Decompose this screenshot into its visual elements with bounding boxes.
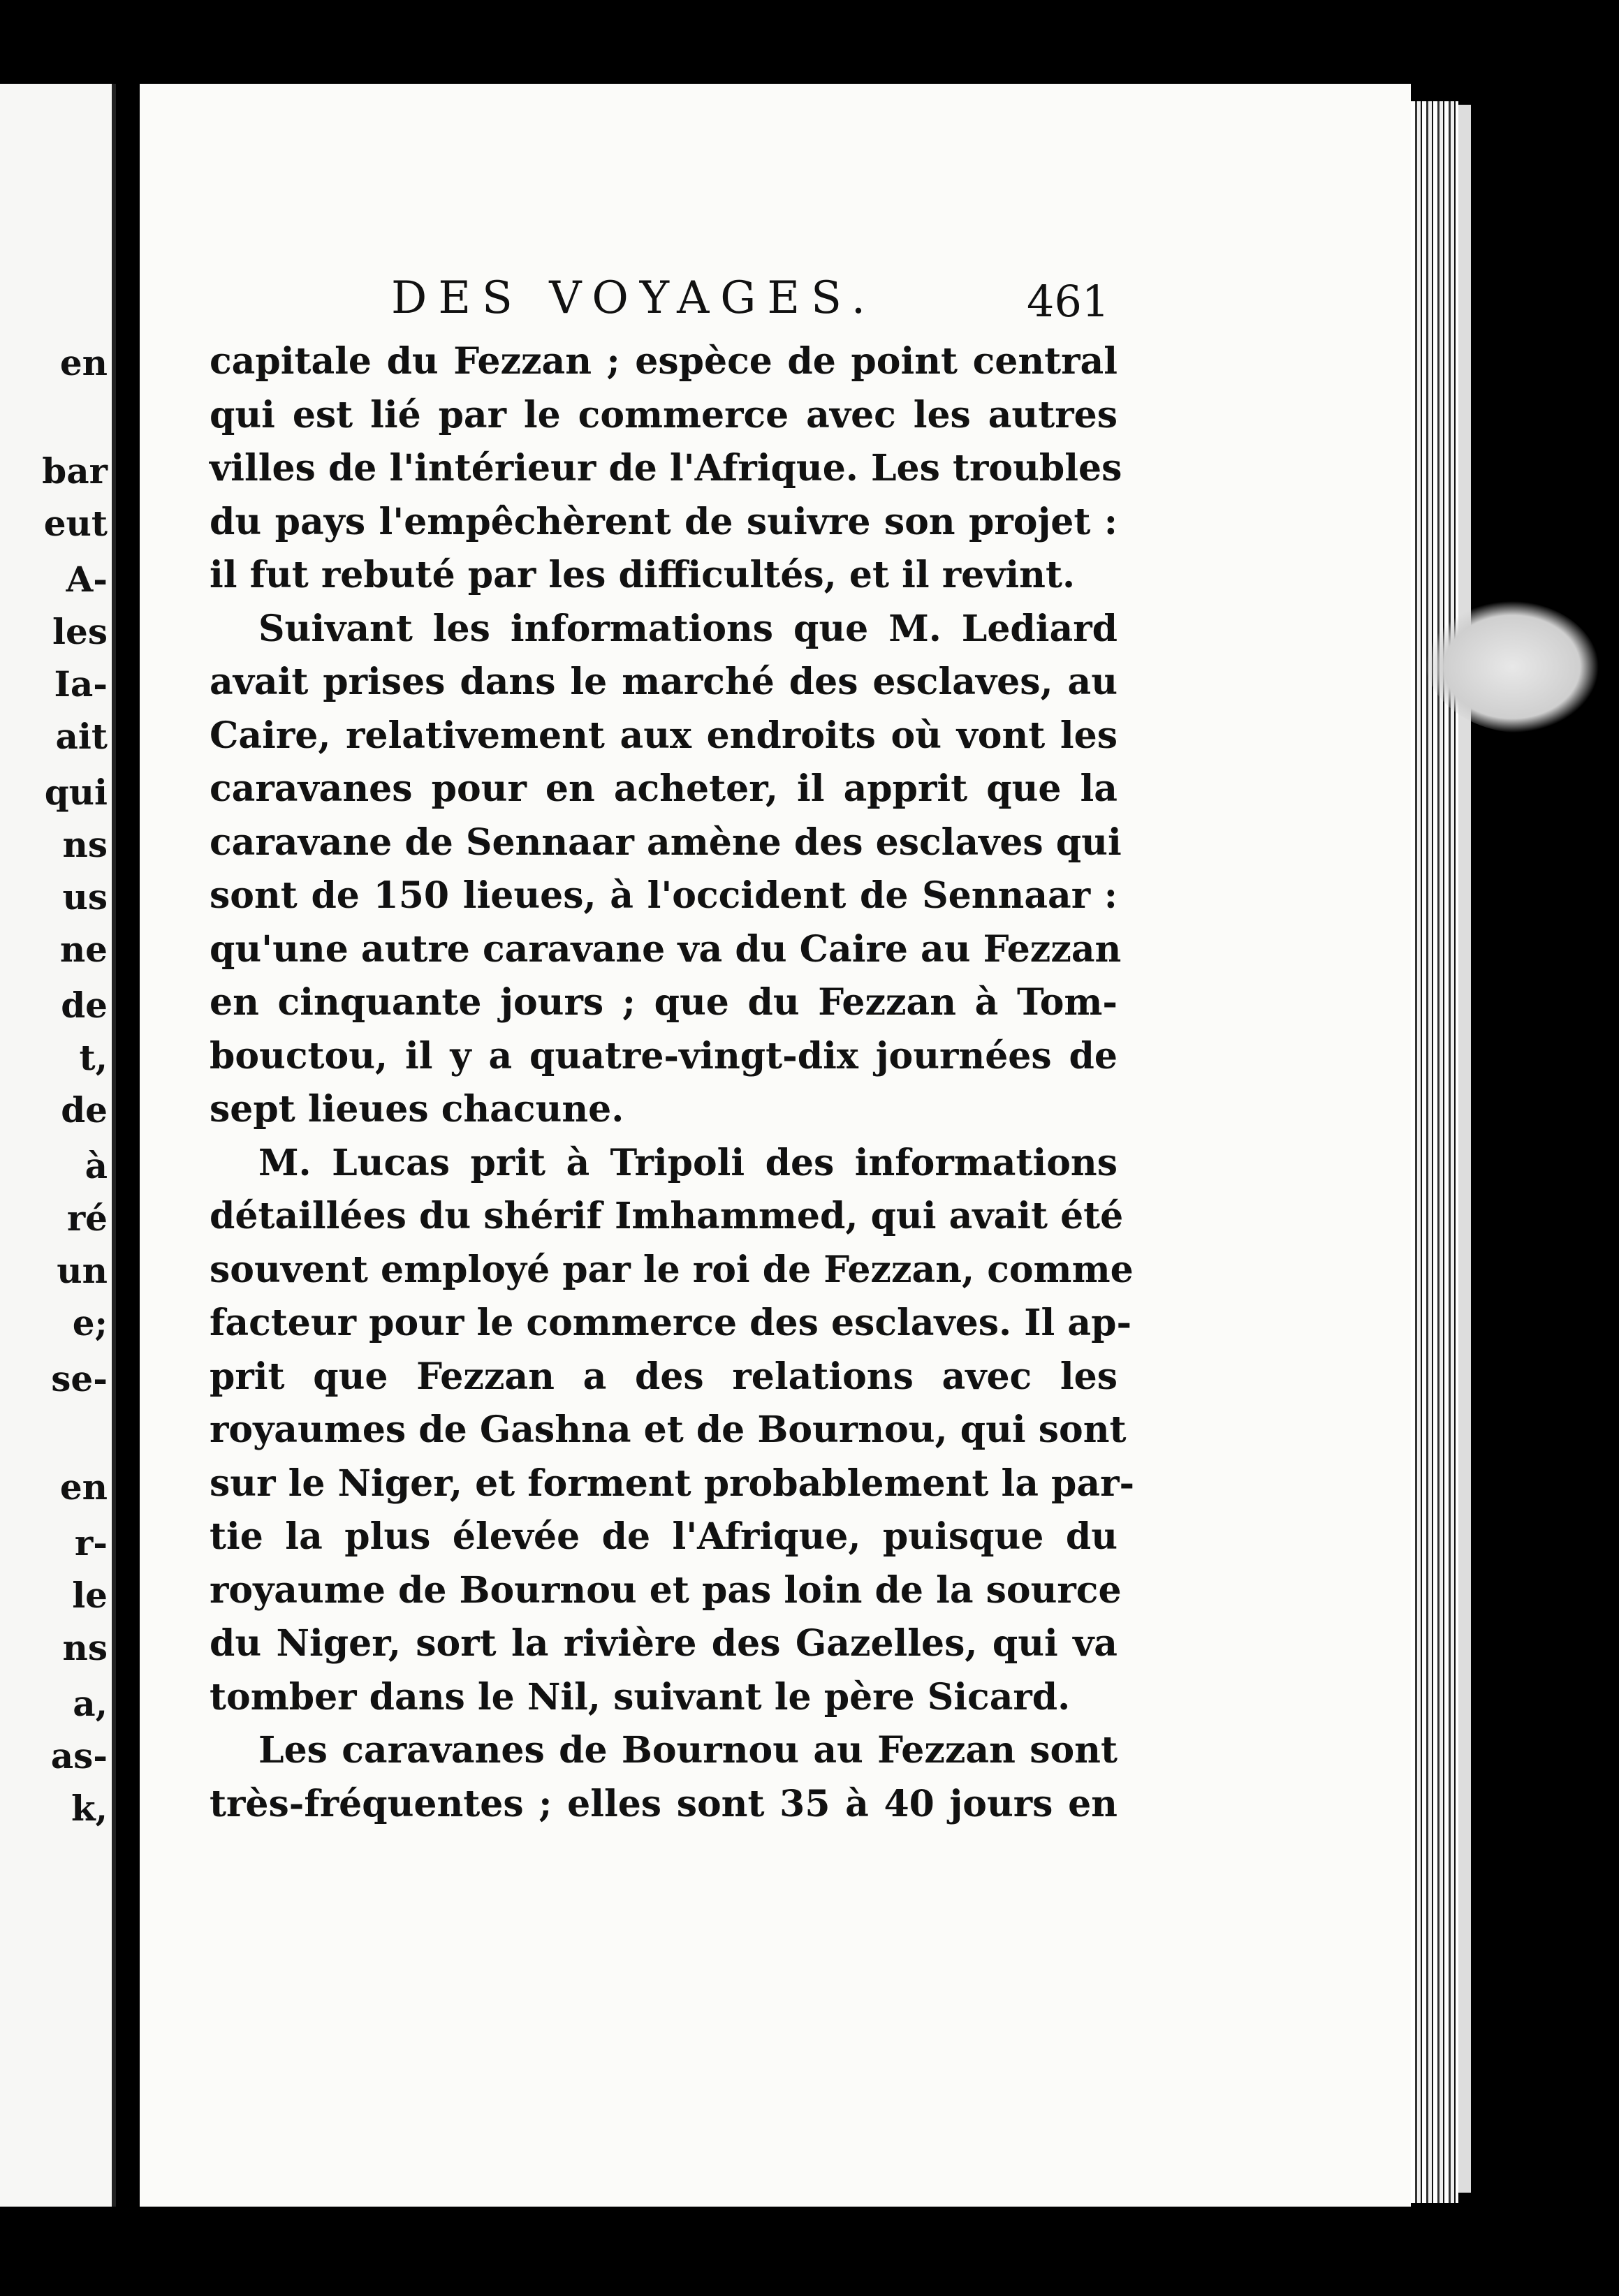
left-page-fragment: eut	[43, 503, 108, 544]
text-line: facteur pour le commerce des esclaves. Il ap-	[210, 1302, 1132, 1344]
text-line: sur le Niger, et forment probablement la par-	[210, 1462, 1135, 1505]
text-line: qui est lié par le commerce avec les autres	[210, 393, 1118, 436]
left-page-fragment: le	[72, 1575, 108, 1616]
text-line: du pays l'empêchèrent de suivre son projet :	[210, 500, 1118, 543]
text-line: qu'une autre caravane va du Caire au Fezzan	[210, 927, 1122, 971]
text-line: en cinquante jours ; que du Fezzan à Tom-	[210, 981, 1118, 1024]
text-line: souvent employé par le roi de Fezzan, comme	[210, 1248, 1134, 1291]
text-line: Caire, relativement aux endroits où vont les	[210, 714, 1118, 757]
left-page-fragment: un	[57, 1250, 108, 1291]
page-number: 461	[1027, 276, 1110, 327]
left-page-fragment: bar	[42, 450, 108, 492]
text-line: villes de l'intérieur de l'Afrique. Les troubles	[210, 447, 1122, 490]
left-page-fragment: ne	[59, 929, 108, 970]
left-page-fragment: en	[59, 342, 108, 383]
text-line: sont de 150 lieues, à l'occident de Sennaar :	[210, 874, 1118, 917]
left-page-fragment: de	[61, 1089, 108, 1131]
paragraph-start-line: Les caravanes de Bournou au Fezzan sont	[258, 1729, 1118, 1772]
left-page-fragment: de	[61, 985, 108, 1026]
left-page-fragment: ait	[55, 716, 108, 757]
text-line: du Niger, sort la rivière des Gazelles, qui va	[210, 1622, 1118, 1665]
left-page-fragment: à	[85, 1145, 108, 1186]
left-page-fragment: qui	[44, 772, 108, 813]
left-page-fragment: en	[59, 1466, 108, 1508]
text-line: bouctou, il y a quatre-vingt-dix journées de	[210, 1034, 1118, 1077]
text-line: tie la plus élevée de l'Afrique, puisque du	[210, 1515, 1118, 1558]
left-page-fragment: Ia-	[54, 663, 108, 705]
left-page-fragment: ré	[66, 1198, 108, 1239]
left-page-fragment: e;	[72, 1302, 108, 1344]
left-page-fragment: a,	[73, 1683, 108, 1724]
text-line: il fut rebuté par les difficultés, et il revint.	[210, 554, 1076, 596]
text-line: royaumes de Gashna et de Bournou, qui sont	[210, 1408, 1127, 1451]
text-line: prit que Fezzan a des relations avec les	[210, 1355, 1118, 1398]
text-line: détaillées du shérif Imhammed, qui avait été	[210, 1195, 1124, 1237]
text-line: très-fréquentes ; elles sont 35 à 40 jours en	[210, 1782, 1118, 1825]
body-text	[210, 335, 1135, 1831]
left-page-fragment: as-	[50, 1735, 108, 1776]
text-line: avait prises dans le marché des esclaves, au	[210, 661, 1118, 703]
page-edges	[1411, 101, 1458, 2203]
left-page-fragment: ns	[62, 824, 108, 865]
running-head: DES VOYAGES.	[391, 272, 877, 324]
left-page-fragment: A-	[66, 559, 108, 600]
left-page-fragment: k,	[71, 1788, 108, 1829]
text-line: tomber dans le Nil, suivant le père Sicard.	[210, 1675, 1071, 1719]
text-line: royaume de Bournou et pas loin de la source	[210, 1568, 1122, 1612]
paragraph-start-line: M. Lucas prit à Tripoli des informations	[258, 1141, 1118, 1184]
text-line: sept lieues chacune.	[210, 1088, 624, 1131]
page-edges-shadow	[1458, 105, 1471, 2193]
left-page-fragment: ns	[62, 1627, 108, 1668]
text-line: caravane de Sennaar amène des esclaves qui	[210, 820, 1122, 864]
text-line: caravanes pour en acheter, il apprit que la	[210, 767, 1118, 810]
text-line: capitale du Fezzan ; espèce de point central	[210, 340, 1118, 383]
left-page-fragment: t,	[79, 1037, 108, 1078]
left-page-fragment: les	[52, 611, 108, 652]
left-page-fragment: se-	[51, 1358, 108, 1399]
left-page-fragment: us	[62, 876, 108, 918]
left-page-fragment: r-	[74, 1522, 108, 1563]
paragraph-start-line: Suivant les informations que M. Lediard	[258, 607, 1118, 650]
left-facing-page	[0, 84, 116, 2207]
